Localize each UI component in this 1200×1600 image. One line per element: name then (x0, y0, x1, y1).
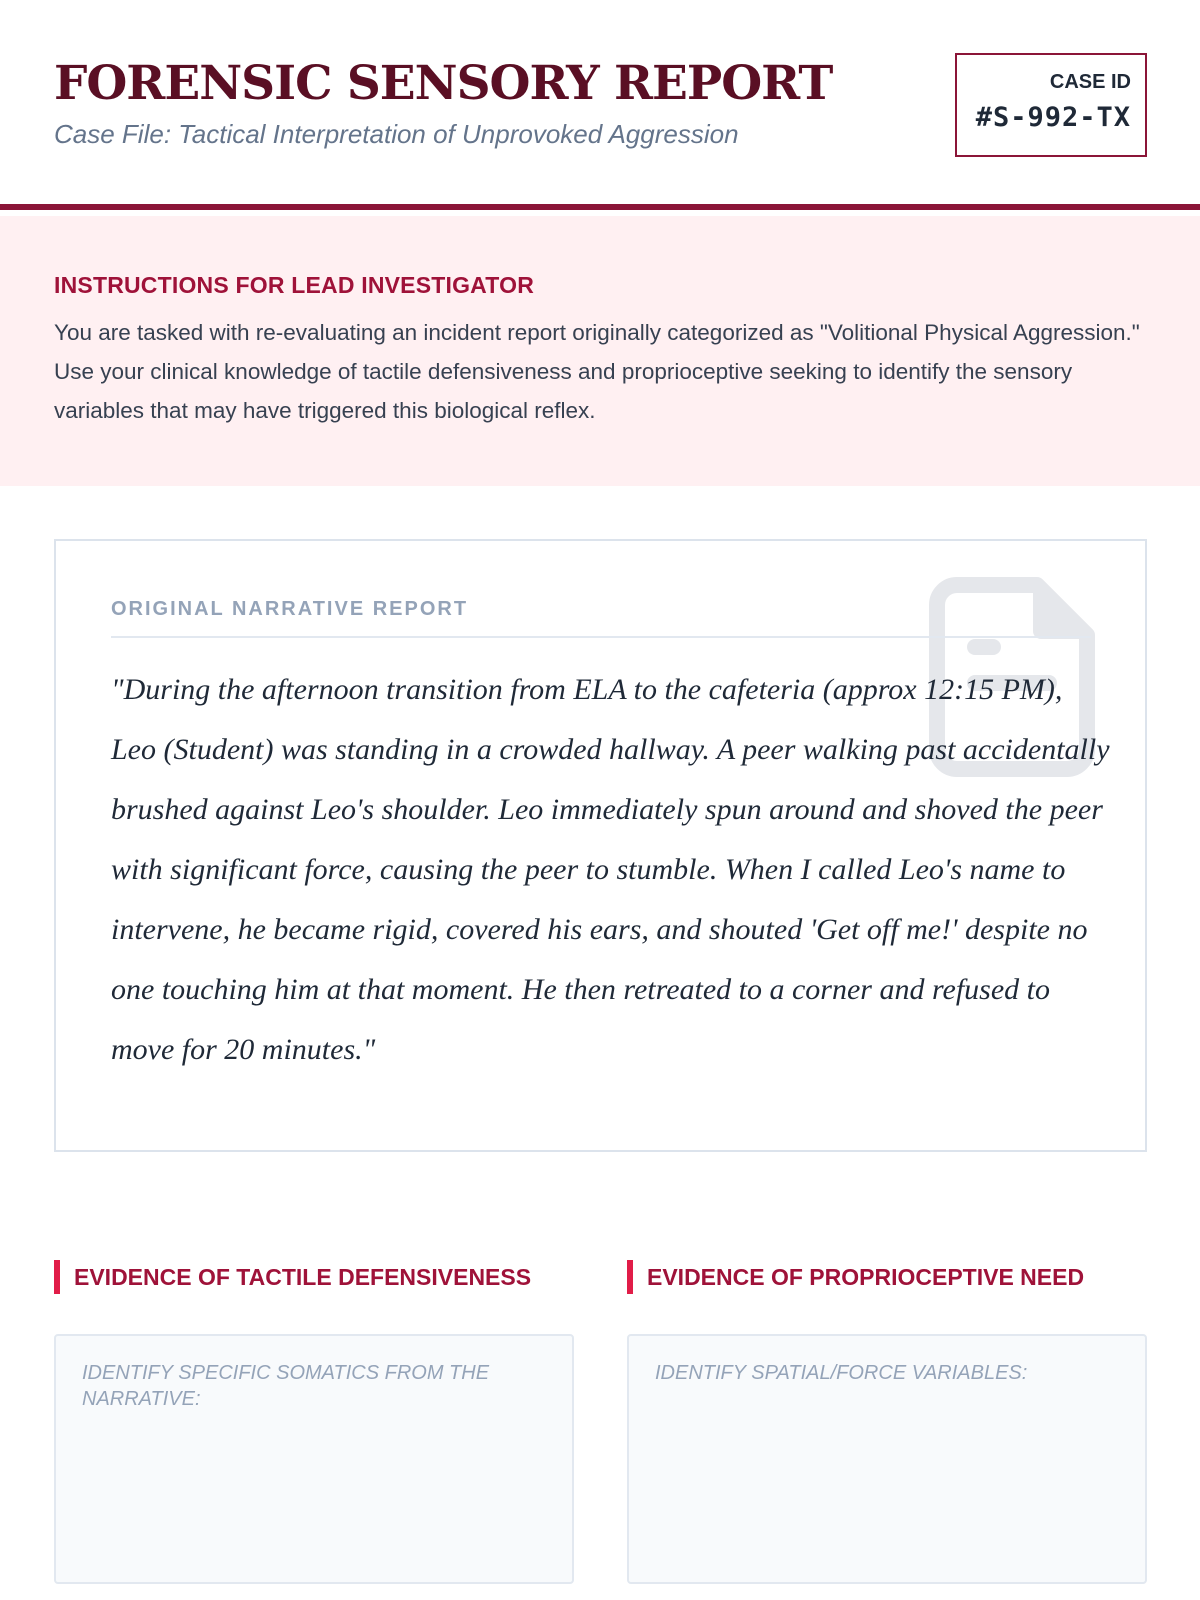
report-header (0, 0, 1200, 210)
page-title: FORENSIC SENSORY REPORT (54, 56, 833, 111)
proprioceptive-evidence-prompt: IDENTIFY SPATIAL/FORCE VARIABLES: (655, 1362, 1028, 1384)
narrative-label: ORIGINAL NARRATIVE REPORT (111, 598, 469, 620)
proprioceptive-evidence-field[interactable] (627, 1334, 1147, 1584)
case-id-box (955, 53, 1147, 157)
instructions-text: You are tasked with re-evaluating an incident report originally categorized as "Volitional Physical Aggression." Use your clinical knowledge of tactile defensiveness and proprioceptive seeking to identify the sensory variables that may have triggered this biological reflex. (54, 320, 1140, 423)
case-id-label: CASE ID (1049, 71, 1131, 93)
proprioceptive-section-title: EVIDENCE OF PROPRIOCEPTIVE NEED (627, 1260, 1084, 1294)
page-subtitle: Case File: Tactical Interpretation of Unprovoked Aggression (54, 119, 739, 149)
instructions-panel (0, 216, 1200, 486)
narrative-text: "During the afternoon transition from ELA to the cafeteria (approx 12:15 PM), Leo (Student) was standing in a crowded hallway. A peer walking past accidentally brushed against Leo's shoulder. Leo immediately spun around and shoved the peer with significant force, causing the peer to stumble. When I called Leo's name to intervene, he became rigid, covered his ears, and shouted 'Get off me!' despite no one touching him at that moment. He then retreated to a corner and refused to move for 20 minutes." (111, 673, 1110, 1066)
narrative-divider (111, 636, 1091, 638)
tactile-evidence-field[interactable] (54, 1334, 574, 1584)
case-id-value: #S-992-TX (975, 102, 1131, 133)
instructions-title: INSTRUCTIONS FOR LEAD INVESTIGATOR (54, 272, 535, 298)
tactile-section-title: EVIDENCE OF TACTILE DEFENSIVENESS (54, 1260, 531, 1294)
tactile-evidence-prompt: IDENTIFY SPECIFIC SOMATICS FROM THE NARRATIVE: (82, 1362, 490, 1410)
narrative-card (54, 539, 1147, 1152)
